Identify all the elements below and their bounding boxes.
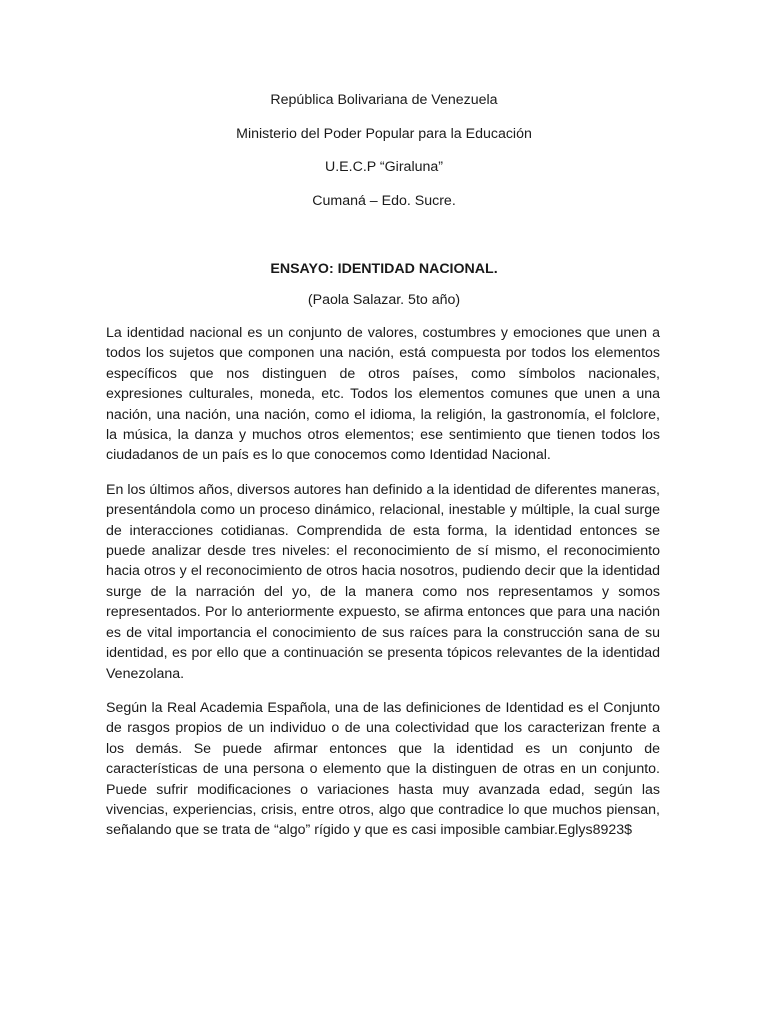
essay-author: (Paola Salazar. 5to año) <box>307 292 461 308</box>
header-country: República Bolivariana de Venezuela <box>270 92 498 108</box>
essay-paragraph: La identidad nacional es un conjunto de valores, costumbres y emociones que unen a todos los sujetos que componen una nación, está compuesta por todos los elementos específicos que nos distinguen de otros países, como símbolos nacionales, expresiones culturales, moneda, etc. Todos los elementos comunes que unen a una nación, una nación, una nación, como el idioma, la religión, la gastronomía, el folclore, la música, la danza y muchos otros elementos; ese sentimiento que tienen todos los ciudadanos de un país es lo que conocemos como Identidad Nacional. <box>106 325 660 464</box>
essay-title: ENSAYO: IDENTIDAD NACIONAL. <box>270 261 498 277</box>
header-location: Cumaná – Edo. Sucre. <box>312 192 456 209</box>
essay-body <box>106 323 660 855</box>
institution-header <box>0 90 768 224</box>
header-ministry: Ministerio del Poder Popular para la Educación <box>236 125 532 142</box>
header-school: U.E.C.P “Giraluna” <box>324 159 443 175</box>
essay-paragraph: Según la Real Academia Española, una de las definiciones de Identidad es el Conjunto de rasgos propios de un individuo o de una colectividad que los caracterizan frente a los demás. Se puede afirmar entonces que la identidad es un conjunto de características de una persona o elemento que la distinguen de otras en un conjunto. Puede sufrir modificaciones o variaciones hasta muy avanzada edad, según las vivencias, experiencias, crisis, entre otros, algo que contradice lo que muchos piensan, señalando que se trata de “algo” rígido y que es casi imposible cambiar.Eglys8923$ <box>106 699 660 839</box>
essay-paragraph: En los últimos años, diversos autores han definido a la identidad de diferentes maneras, presentándola como un proceso dinámico, relacional, inestable y múltiple, la cual surge de interacciones cotidianas. Comprendida de esta forma, la identidad entonces se puede analizar desde tres niveles: el reconocimiento de sí mismo, el reconocimiento hacia otros y el reconocimiento de otros hacia nosotros, pudiendo decir que la identidad surge de la narración del yo, de la manera como nos representamos y somos representados. Por lo anteriormente expuesto, se afirma entonces que para una nación es de vital importancia el conocimiento de sus raíces para la construcción sana de su identidad, es por ello que a continuación se presenta tópicos relevantes de la identidad Venezolana. <box>106 481 660 682</box>
